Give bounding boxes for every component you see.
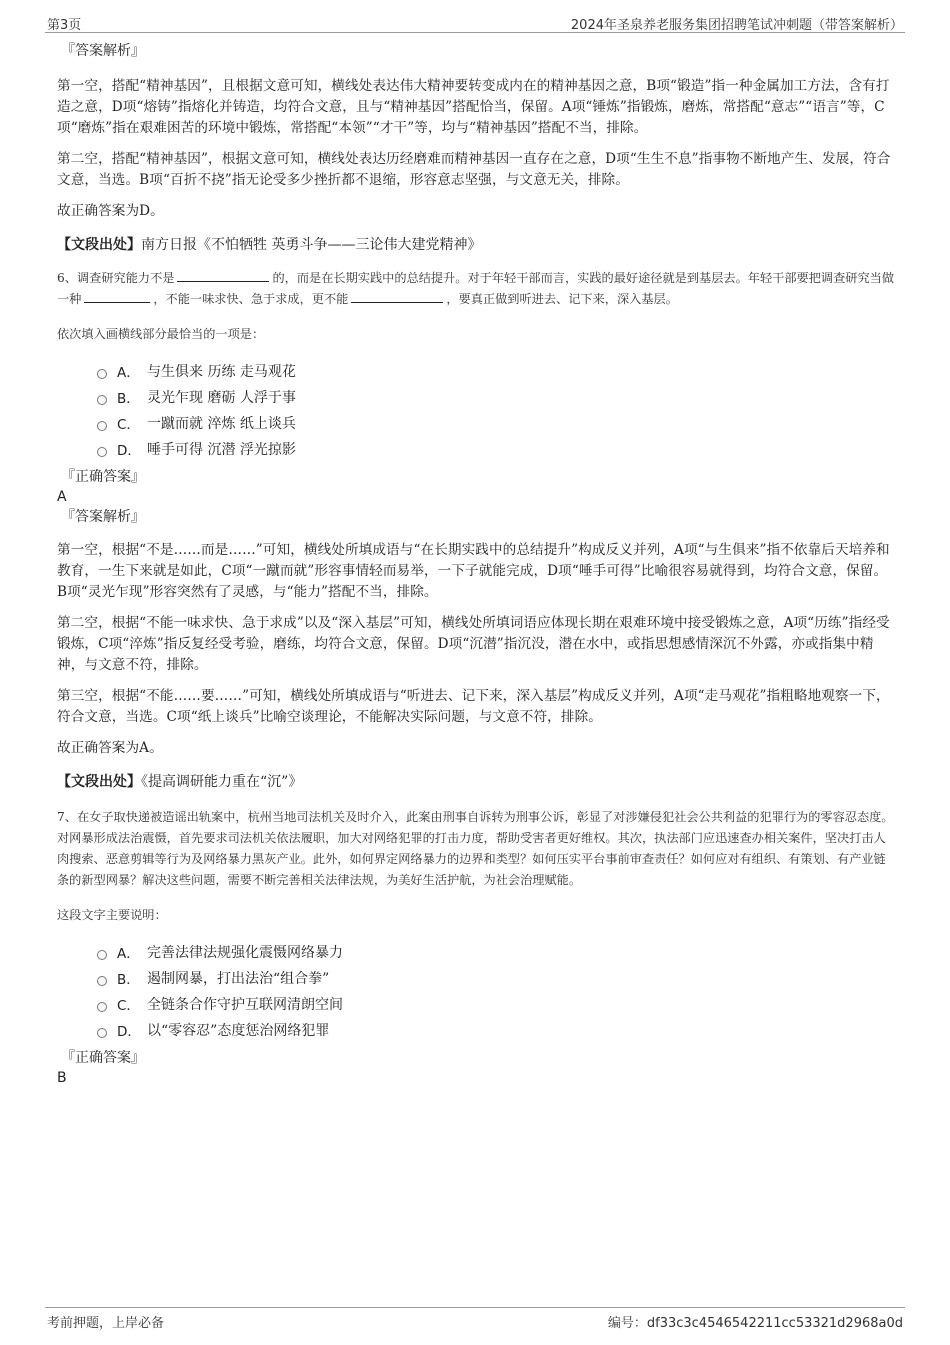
analysis-label: 『答案解析』	[61, 43, 145, 59]
radio-icon[interactable]	[97, 1002, 107, 1012]
option-d[interactable]: D． 以“零容忍”态度惩治网络犯罪	[97, 1017, 897, 1043]
page-number: 第3页	[47, 18, 82, 33]
blank-line	[84, 290, 150, 303]
analysis-conclusion: 故正确答案为A。	[57, 740, 163, 756]
radio-icon[interactable]	[97, 447, 107, 457]
source-citation: 【文段出处】南方日报《不怕牺牲 英勇斗争——三论伟大建党精神》	[57, 237, 482, 253]
analysis-conclusion: 故正确答案为D。	[57, 203, 164, 219]
option-b[interactable]: B． 遏制网暴，打出法治“组合拳”	[97, 965, 897, 991]
page-header	[45, 12, 905, 33]
option-b[interactable]: B． 灵光乍现 磨砺 人浮于事	[97, 384, 897, 410]
analysis-paragraph: 第二空，根据“不能一味求快、急于求成”以及“深入基层”可知，横线处所填词语应体现长期在艰难环境中接受锻炼之意，A项“历练”指经受锻炼，C项“淬炼”指反复经受考验，磨练，均符合文意，保留。D项“沉潜”指沉没，潜在水中，或指思想感情深沉不外露，亦或指集中精神，与文意不符，排除。	[57, 615, 890, 673]
analysis-label: 『答案解析』	[61, 509, 145, 525]
page-footer	[45, 1307, 905, 1330]
question-prompt: 依次填入画横线部分最恰当的一项是：	[57, 327, 265, 341]
question-6-options	[97, 358, 897, 462]
radio-icon[interactable]	[97, 976, 107, 986]
option-c[interactable]: C． 全链条合作守护互联网清朗空间	[97, 991, 897, 1017]
option-d[interactable]: D． 唾手可得 沉潜 浮光掠影	[97, 436, 897, 462]
analysis-paragraph: 第一空，根据“不是……而是……”可知，横线处所填成语与“在长期实践中的总结提升”构成反义并列，A项“与生俱来”指不依靠后天培养和教育，一生下来就是如此，C项“一蹴而就”形容事情轻而易举，一下子就能完成，D项“唾手可得”比喻很容易就得到，均符合文意，保留。B项“灵光乍现”形容突然有了灵感，与“能力”搭配不当，排除。	[57, 542, 890, 600]
document-id: 编号：df33c3c4546542211cc53321d2968a0d	[607, 1316, 903, 1331]
radio-icon[interactable]	[97, 950, 107, 960]
analysis-paragraph: 第一空，搭配“精神基因”，且根据文意可知，横线处表达伟大精神要转变成内在的精神基因之意，B项“锻造”指一种金属加工方法，含有打造之意，D项“熔铸”指熔化并铸造，均符合文意，且与“精神基因”搭配恰当，保留。A项“锤炼”指锻炼，磨炼，常搭配“意志”“语言”等，C项“磨炼”指在艰难困苦的环境中锻炼，常搭配“本领”“才干”等，均与“精神基因”搭配不当，排除。	[57, 78, 890, 136]
radio-icon[interactable]	[97, 395, 107, 405]
radio-icon[interactable]	[97, 421, 107, 431]
question-7-options	[97, 939, 897, 1043]
radio-icon[interactable]	[97, 369, 107, 379]
option-a[interactable]: A． 与生俱来 历练 走马观花	[97, 358, 897, 384]
document-title: 2024年圣泉养老服务集团招聘笔试冲刺题（带答案解析）	[570, 18, 903, 33]
footer-slogan: 考前押题，上岸必备	[47, 1316, 165, 1331]
correct-answer: B	[57, 1070, 67, 1086]
blank-line	[177, 269, 269, 282]
option-a[interactable]: A． 完善法律法规强化震慑网络暴力	[97, 939, 897, 965]
option-c[interactable]: C． 一蹴而就 淬炼 纸上谈兵	[97, 410, 897, 436]
question-7-text: 7、在女子取快递被造谣出轨案中，杭州当地司法机关及时介入，此案由刑事自诉转为刑事公诉，彰显了对涉嫌侵犯社会公共利益的犯罪行为的零容忍态度。对网暴形成法治震慑，首先要求司法机关依法履职，加大对网络犯罪的打击力度，帮助受害者更好维权。其次，执法部门应迅速查办相关案件，坚决打击人肉搜索、恶意剪辑等行为及网络暴力黑灰产业。此外，如何界定网络暴力的边界和类型？如何压实平台事前审查责任？如何应对有组织、有策划、有产业链条的新型网暴？解决这些问题，需要不断完善相关法律法规，为美好生活护航，为社会治理赋能。	[57, 810, 894, 887]
analysis-paragraph: 第二空，搭配“精神基因”，根据文意可知，横线处表达历经磨难而精神基因一直存在之意，D项“生生不息”指事物不断地产生、发展，符合文意，当选。B项“百折不挠”指无论受多少挫折都不退缩，形容意志坚强，与文意无关，排除。	[57, 151, 891, 188]
source-citation: 【文段出处】《提高调研能力重在“沉”》	[57, 774, 303, 790]
analysis-paragraph: 第三空，根据“不能……要……”可知，横线处所填成语与“听进去、记下来，深入基层”构成反义并列，A项“走马观花”指粗略地观察一下，符合文意，当选。C项“纸上谈兵”比喻空谈理论，不能解决实际问题，与文意不符，排除。	[57, 688, 890, 725]
correct-answer: A	[57, 489, 67, 505]
page-content	[57, 40, 897, 1087]
question-prompt: 这段文字主要说明：	[57, 908, 167, 922]
question-6-text: 6、调查研究能力不是 的，而是在长期实践中的总结提升。对于年轻干部而言，实践的最好途径就是到基层去。年轻干部要把调查研究当做一种 ，不能一味求快、急于求成，更不能 ，要真正做到听进去、记下来，深入基层。	[57, 271, 895, 306]
answer-label: 『正确答案』	[61, 469, 145, 485]
blank-line	[351, 290, 443, 303]
answer-label: 『正确答案』	[61, 1050, 145, 1066]
radio-icon[interactable]	[97, 1028, 107, 1038]
